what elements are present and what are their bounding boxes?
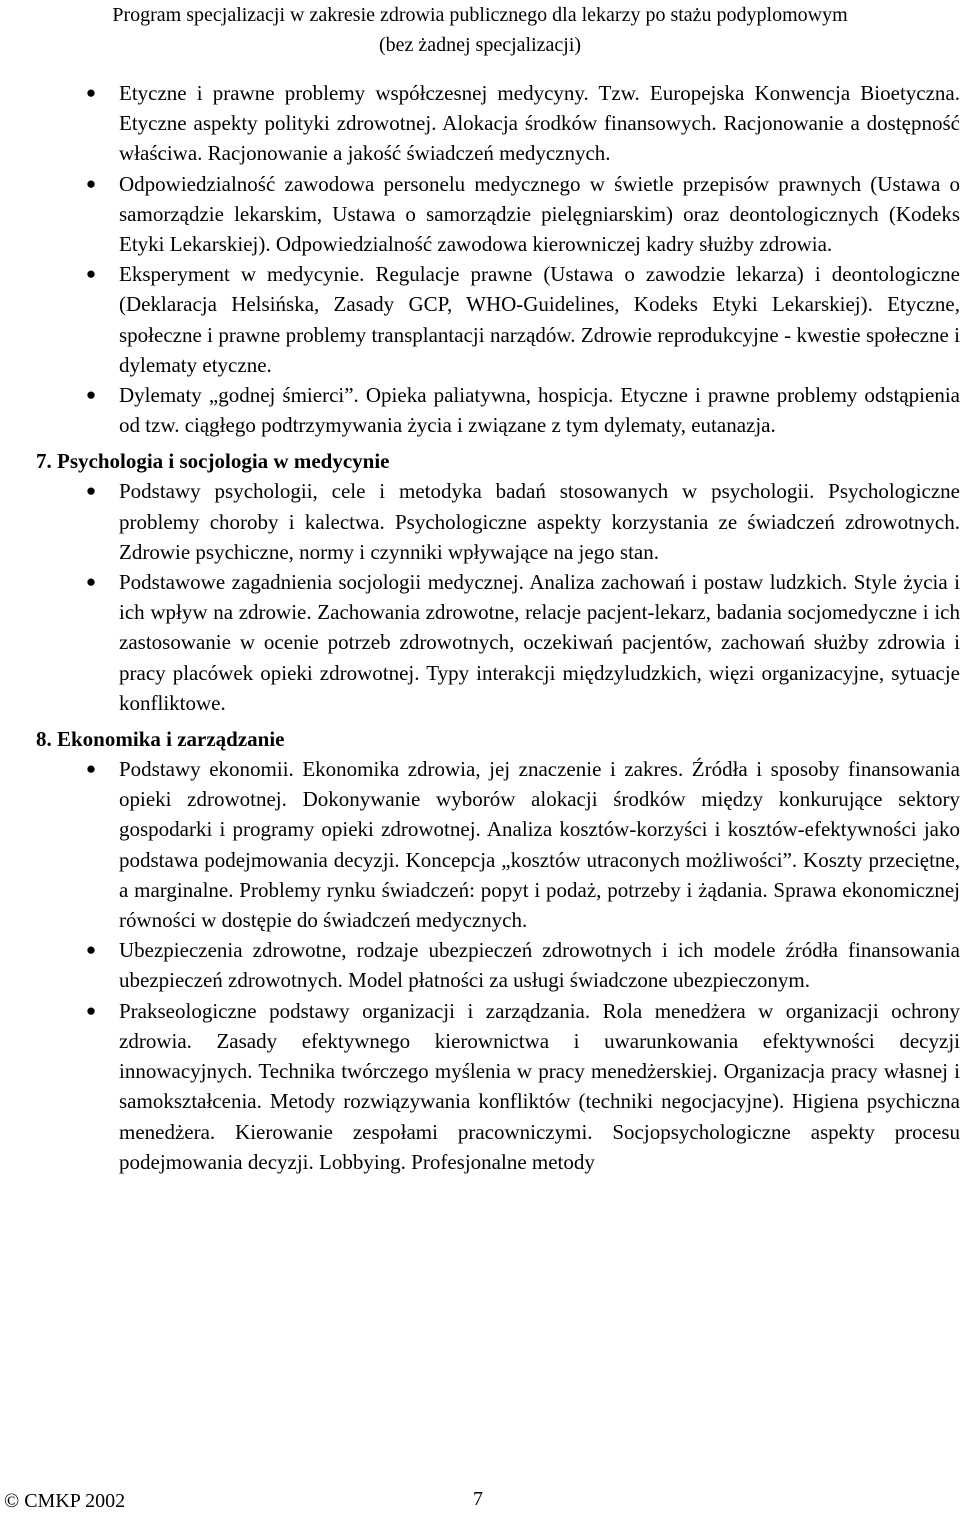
list-item-text: Prakseologiczne podstawy organizacji i zarządzania. Rola menedżera w organizacji ochrony zdrowia. Zasady efektywnego kierownictwa i uwarunkowania efektywności decyzji innowacyjnych. Technika twórczego myślenia w pracy menedżerskiej. Organizacja pracy własnej i samokształcenia. Metody rozwiązywania konfliktów (techniki negocjacyjne). Higiena psychiczna menedżera. Kierowanie zespołami pracowniczymi. Socjopsychologiczne aspekty procesu podejmowania decyzji. Lobbying. Profesjonalne metody [119, 998, 960, 1174]
list-item [36, 380, 960, 440]
header-subtitle: (bez żadnej specjalizacji) [378, 34, 582, 56]
page-header [0, 0, 960, 60]
list-item [36, 567, 960, 718]
bullet-icon: ● [85, 385, 97, 405]
bullet-icon: ● [85, 173, 97, 193]
bullet-icon: ● [85, 1000, 97, 1020]
ethics-bullet-list [36, 78, 960, 440]
list-item [36, 169, 960, 260]
list-item [36, 996, 960, 1177]
list-item [36, 754, 960, 935]
bullet-icon: ● [85, 264, 97, 284]
list-item [36, 476, 960, 567]
psychology-bullet-list [36, 476, 960, 718]
list-item-text: Etyczne i prawne problemy współczesnej medycyny. Tzw. Europejska Konwencja Bioetyczna. Etyczne aspekty polityki zdrowotnej. Alokacja środków finansowych. Racjonowanie a dostępność właściwa. Racjonowanie a jakość świadczeń medycznych. [119, 81, 960, 166]
bullet-icon: ● [85, 572, 97, 592]
list-item [36, 935, 960, 995]
list-item-text: Odpowiedzialność zawodowa personelu medycznego w świetle przepisów prawnych (Ustawa o samorządzie lekarskim, Ustawa o samorządzie pielęgniarskim) oraz deontologicznych (Kodeks Etyki Lekarskiej). Odpowiedzialność zawodowa kierowniczej kadry służby zdrowia. [119, 171, 960, 257]
header-title: Program specjalizacji w zakresie zdrowia publicznego dla lekarzy po stażu podyplomowym [112, 4, 848, 26]
bullet-icon: ● [85, 83, 97, 102]
list-item [36, 78, 960, 169]
list-item-text: Podstawowe zagadnienia socjologii medycznej. Analiza zachowań i postaw ludzkich. Style życia i ich wpływ na zdrowie. Zachowania zdrowotne, relacje pacjent-lekarz, badania socjomedyczne i ich zastosowanie w ocenie potrzeb zdrowotnych, oczekiwań pacjentów, zachowań służby zdrowia i pracy placówek opieki zdrowotnej. Typy interakcji międzyludzkich, więzi organizacyjne, sytuacje konfliktowe. [119, 570, 960, 715]
bullet-icon: ● [85, 759, 97, 779]
economics-bullet-list [36, 754, 960, 1177]
list-item-text: Dylematy „godnej śmierci”. Opieka paliatywna, hospicja. Etyczne i prawne problemy odstąpienia od tzw. ciągłego podtrzymywania życia i związane z tym dylematy, eutanazja. [119, 383, 960, 438]
bullet-icon: ● [85, 940, 97, 960]
list-item [36, 259, 960, 380]
section-title-economics: 8. Ekonomika i zarządzanie [36, 727, 285, 752]
footer-copyright: © CMKP 2002 [4, 1490, 126, 1512]
list-item-text: Ubezpieczenia zdrowotne, rodzaje ubezpieczeń zdrowotnych i ich modele źródła finansowania ubezpieczeń zdrowotnych. Model płatności za usługi świadczone ubezpieczonym. [119, 938, 960, 993]
page-number: 7 [473, 1488, 483, 1510]
bullet-icon: ● [85, 481, 97, 501]
list-item-text: Podstawy ekonomii. Ekonomika zdrowia, jej znaczenie i zakres. Źródła i sposoby finansowania opieki zdrowotnej. Dokonywanie wyborów alokacji środków między konkurujące sektory gospodarki i programy opieki zdrowotnej. Analiza kosztów-korzyści i kosztów-efektywności jako podstawa podejmowania decyzji. Koncepcja „kosztów utraconych możliwości”. Koszty przeciętne, a marginalne. Problemy rynku świadczeń: popyt i podaż, potrzeby i żądania. Sprawa ekonomicznej równości w dostępie do świadczeń medycznych. [119, 757, 960, 933]
list-item-text: Podstawy psychologii, cele i metodyka badań stosowanych w psychologii. Psychologiczne problemy choroby i kalectwa. Psychologiczne aspekty korzystania ze świadczeń zdrowotnych. Zdrowie psychiczne, normy i czynniki wpływające na jego stan. [119, 479, 960, 564]
list-item-text: Eksperyment w medycynie. Regulacje prawne (Ustawa o zawodzie lekarza) i deontologiczne (Deklaracja Helsińska, Zasady GCP, WHO-Guidelines, Kodeks Etyki Lekarskiej). Etyczne, społeczne i prawne problemy transplantacji narządów. Zdrowie reprodukcyjne - kwestie społeczne i dylematy etyczne. [119, 262, 960, 377]
section-title-psychology: 7. Psychologia i socjologia w medycynie [36, 449, 390, 474]
document-body [36, 78, 960, 1177]
